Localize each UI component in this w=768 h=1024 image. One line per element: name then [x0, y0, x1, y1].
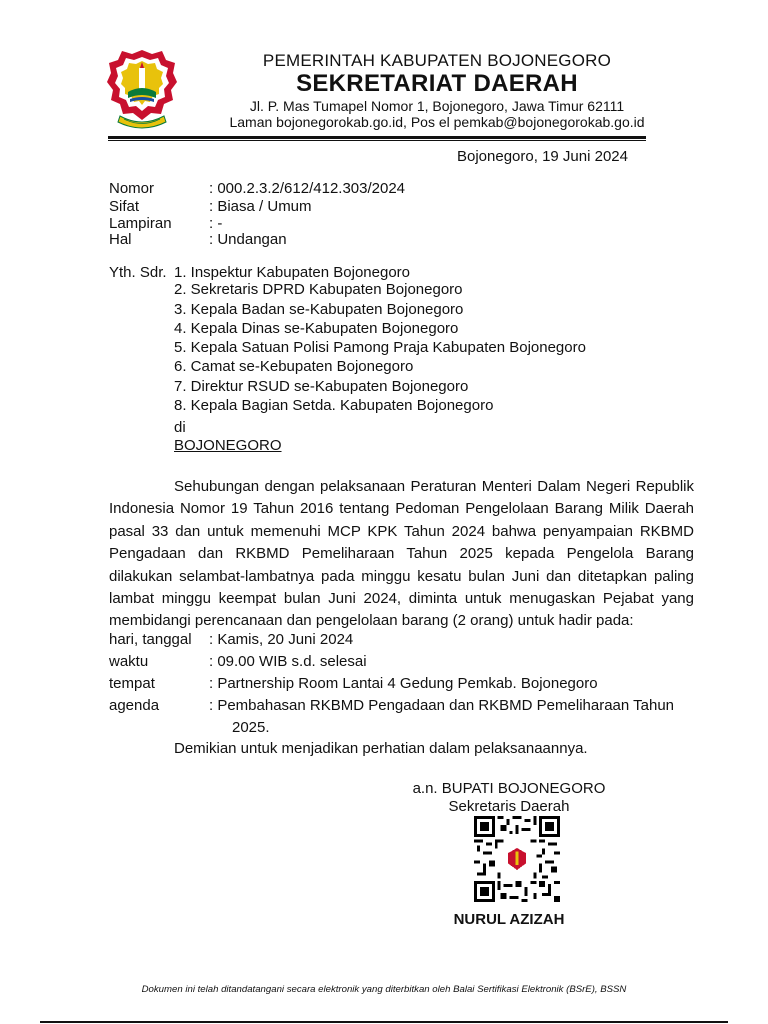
letterhead-government: PEMERINTAH KABUPATEN BOJONEGORO — [262, 51, 612, 70]
body-paragraph: Sehubungan dengan pelaksanaan Peraturan Menteri Dalam Negeri Republik Indonesia Nomor 19 Tahun 2016 tentang Pedoman Pengelolaan Barang Milik Daerah pasal 33 dan untuk memenuhi MCP KPK Tahun 2024 bahwa penyampaian RKBMD Pengadaan dan RKBMD Pemeliharaan Tahun 2025 kepada Pengelola Barang dilakukan selambat-lambatnya pada minggu kesatu bulan Juni dan ditetapkan paling lambat minggu keempat bulan Juni 2024, diminta untuk menugaskan Pejabat yang membidangi perencanaan dan pengelolaan barang (2 orang) untuk hadir pada: — [109, 478, 694, 630]
meta-label-sifat: Sifat — [109, 198, 140, 215]
addressee-item: 6. Camat se-Kebupaten Bojonegoro — [174, 358, 414, 375]
letterhead-contact: Laman bojonegorokab.go.id, Pos el pemkab@bojonegorokab.go.id — [229, 114, 645, 130]
signature-qr-code — [474, 816, 560, 902]
detail-label-date: hari, tanggal — [109, 631, 192, 648]
signature-on-behalf: a.n. BUPATI BOJONEGORO — [412, 780, 606, 797]
detail-value-place: : Partnership Room Lantai 4 Gedung Pemkab. Bojonegoro — [209, 675, 598, 692]
meta-value-sifat: : Biasa / Umum — [209, 198, 312, 215]
closing-sentence: Demikian untuk menjadikan perhatian dalam pelaksanaannya. — [174, 740, 588, 757]
letterhead-office: SEKRETARIAT DAERAH — [296, 70, 578, 97]
letter-date: Bojonegoro, 19 Juni 2024 — [457, 148, 628, 165]
addressee-prefix: Yth. Sdr. — [109, 264, 167, 281]
addressee-item: 1. Inspektur Kabupaten Bojonegoro — [174, 264, 411, 281]
detail-value-date: : Kamis, 20 Juni 2024 — [209, 631, 354, 648]
signatory-name: NURUL AZIZAH — [453, 911, 565, 928]
letterhead-rule-thin — [108, 140, 646, 141]
addressee-item: 4. Kepala Dinas se-Kabupaten Bojonegoro — [174, 320, 459, 337]
detail-value-agenda: : Pembahasan RKBMD Pengadaan dan RKBMD Pemeliharaan Tahun — [209, 697, 674, 714]
detail-value-agenda-cont: 2025. — [232, 719, 270, 736]
page-bottom-rule — [40, 1021, 728, 1023]
meta-label-nomor: Nomor — [109, 180, 155, 197]
meta-label-lampiran: Lampiran — [109, 215, 172, 232]
e-signature-notice: Dokumen ini telah ditandatangani secara elektronik yang diterbitkan oleh Balai Sertifikasi Elektronik (BSrE), BSSN — [141, 984, 627, 995]
addressee-di: di — [174, 419, 186, 436]
addressee-item: 8. Kepala Bagian Setda. Kabupaten Bojonegoro — [174, 397, 494, 414]
addressee-item: 7. Direktur RSUD se-Kabupaten Bojonegoro — [174, 378, 469, 395]
addressee-place: BOJONEGORO — [174, 437, 282, 454]
detail-label-place: tempat — [109, 675, 155, 692]
meta-value-hal: : Undangan — [209, 231, 287, 248]
addressee-item: 2. Sekretaris DPRD Kabupaten Bojonegoro — [174, 281, 463, 298]
addressee-item: 5. Kepala Satuan Polisi Pamong Praja Kabupaten Bojonegoro — [174, 339, 586, 356]
detail-label-agenda: agenda — [109, 697, 160, 714]
letterhead-rule — [108, 136, 646, 139]
detail-value-time: : 09.00 WIB s.d. selesai — [209, 653, 367, 670]
meta-value-nomor: : 000.2.3.2/612/412.303/2024 — [209, 180, 406, 197]
signature-title: Sekretaris Daerah — [448, 798, 570, 815]
detail-label-time: waktu — [109, 653, 149, 670]
addressee-item: 3. Kepala Badan se-Kabupaten Bojonegoro — [174, 301, 464, 318]
meta-value-lampiran: : - — [209, 215, 223, 232]
regency-crest-logo — [106, 48, 178, 134]
letterhead-address: Jl. P. Mas Tumapel Nomor 1, Bojonegoro, Jawa Timur 62111 — [249, 98, 625, 114]
meta-label-hal: Hal — [109, 231, 132, 248]
